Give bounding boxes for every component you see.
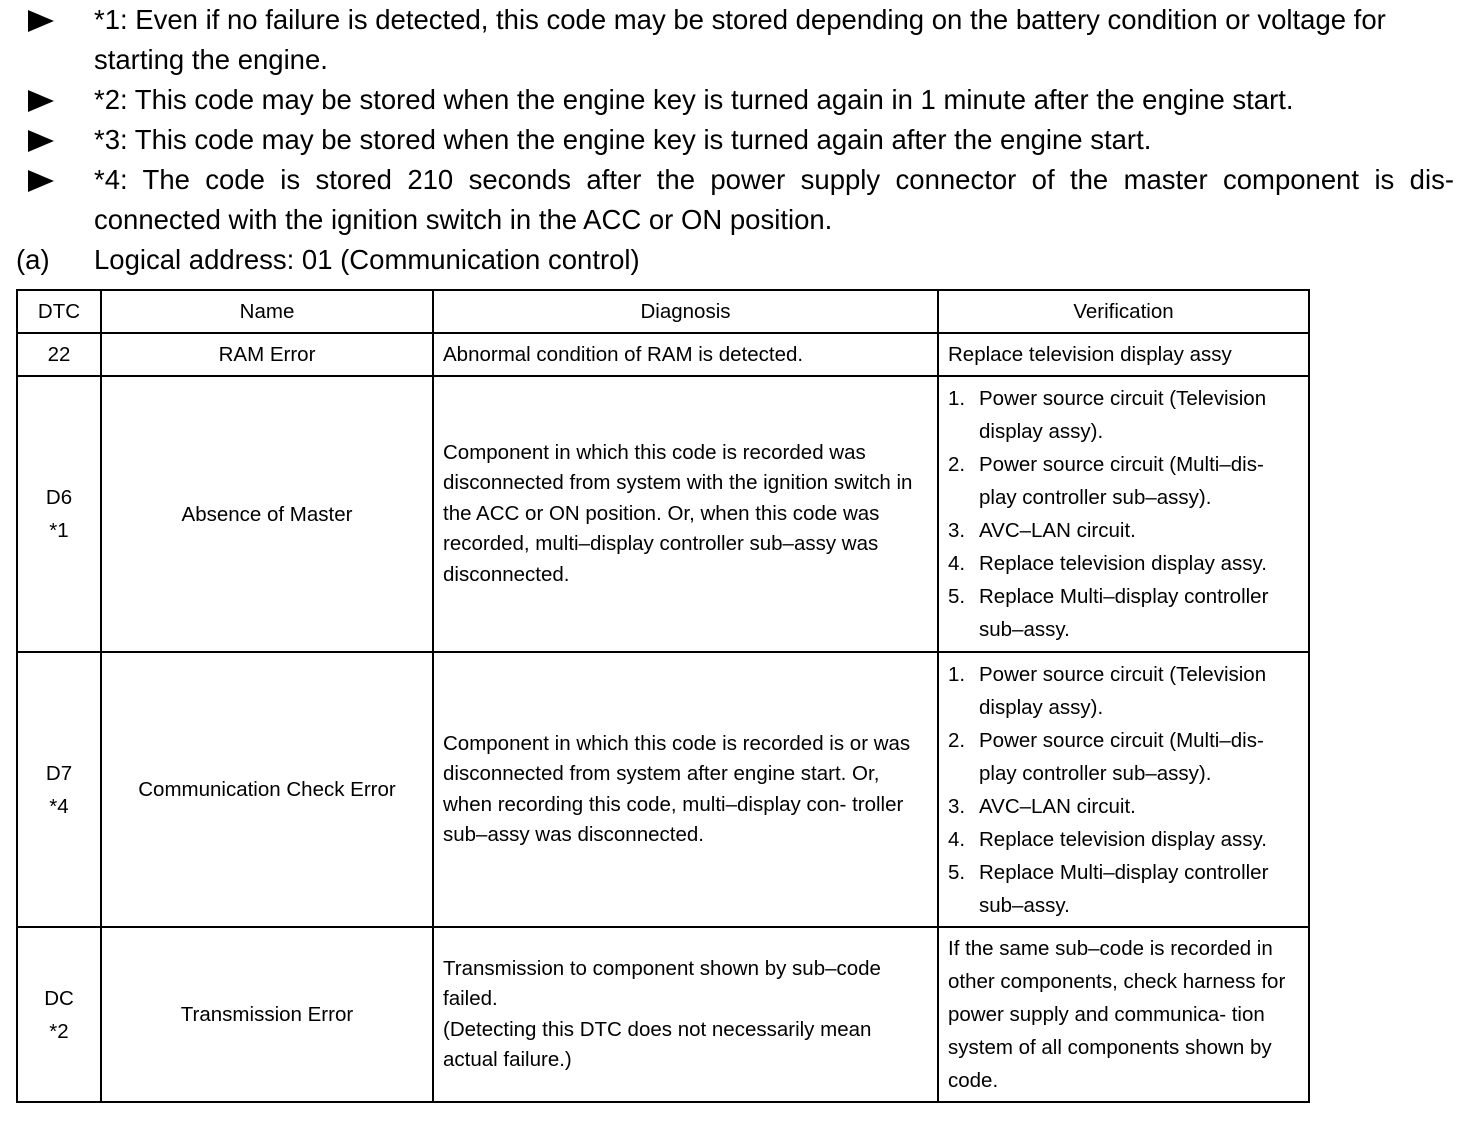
footnote-text: *4: The code is stored 210 seconds after the power supply connector of the master component is dis- connected with the ignition switch in the ACC or ON position. <box>94 164 1454 235</box>
list-item: 2. Power source circuit (Multi–dis- play controller sub–assy). <box>948 453 1264 509</box>
dtc-name: Communication Check Error <box>101 652 433 927</box>
dtc-diagnosis: Component in which this code is recorded was disconnected from system with the ignition switch in the ACC or ON position. Or, when this code was recorded, multi–display controller sub–assy was disconnected. <box>433 376 938 652</box>
list-item: 5. Replace Multi–display controller sub–assy. <box>948 585 1269 641</box>
list-item: 4. Replace television display assy. <box>948 827 1267 851</box>
dtc-table <box>16 289 1310 1103</box>
table-row <box>17 376 1309 652</box>
header-diagnosis: Diagnosis <box>433 290 938 333</box>
dtc-code-cell <box>17 376 101 652</box>
dtc-code: D6 <box>45 486 73 509</box>
footnote-text: *1: Even if no failure is detected, this code may be stored depending on the battery condition or voltage for starting the engine. <box>94 4 1386 75</box>
footnote-2 <box>0 80 1472 120</box>
dtc-diagnosis: Component in which this code is recorded is or was disconnected from system after engine start. Or, when recording this code, multi–display con- troller sub–assy was disconnected. <box>433 652 938 927</box>
dtc-name: RAM Error <box>101 333 433 376</box>
list-item: 1. Power source circuit (Television display assy). <box>948 387 1267 443</box>
dtc-code-cell <box>17 927 101 1102</box>
list-item: 1. Power source circuit (Television display assy). <box>948 662 1267 719</box>
dtc-name: Transmission Error <box>101 927 433 1102</box>
dtc-code: D7 <box>45 761 73 785</box>
table-row <box>17 927 1309 1102</box>
table-row <box>17 652 1309 927</box>
section-label: (a) <box>16 244 50 275</box>
dtc-code: 22 <box>17 333 101 376</box>
verification-list <box>948 382 1299 646</box>
footnote-text: *2: This code may be stored when the engine key is turned again in 1 minute after the engine start. <box>94 84 1294 115</box>
dtc-diagnosis: Transmission to component shown by sub–code failed. <box>443 956 881 1010</box>
header-name: Name <box>101 290 433 333</box>
dtc-code: DC <box>44 986 74 1010</box>
dtc-note: *2 <box>49 1019 69 1043</box>
footnote-4 <box>0 160 1472 240</box>
dtc-diagnosis: Abnormal condition of RAM is detected. <box>433 333 938 376</box>
footnote-text: *3: This code may be stored when the engine key is turned again after the engine start. <box>94 124 1152 155</box>
triangle-bullet-icon <box>28 130 54 152</box>
table-header-row <box>17 290 1309 333</box>
dtc-name: Absence of Master <box>101 376 433 652</box>
table-row <box>17 333 1309 376</box>
footnote-3 <box>0 120 1472 160</box>
dtc-verification <box>938 652 1309 927</box>
dtc-diagnosis-cell <box>433 927 938 1102</box>
triangle-bullet-icon <box>28 170 54 192</box>
dtc-verification: If the same sub–code is recorded in other components, check harness for power supply and communica- tion system of all components shown by code. <box>938 927 1309 1102</box>
verification-list <box>948 658 1299 922</box>
list-item: 3. AVC–LAN circuit. <box>948 519 1136 542</box>
document-body <box>0 0 1472 280</box>
header-dtc: DTC <box>17 290 101 333</box>
triangle-bullet-icon <box>28 10 54 32</box>
dtc-code-cell <box>17 652 101 927</box>
section-heading <box>0 240 1472 280</box>
list-item: 2. Power source circuit (Multi–dis- play controller sub–assy). <box>948 728 1264 785</box>
dtc-verification <box>938 376 1309 652</box>
dtc-verification: Replace television display assy <box>938 333 1309 376</box>
list-item: 3. AVC–LAN circuit. <box>948 794 1136 818</box>
header-verification: Verification <box>938 290 1309 333</box>
triangle-bullet-icon <box>28 90 54 112</box>
list-item: 5. Replace Multi–display controller sub–assy. <box>948 860 1269 917</box>
dtc-diagnosis-extra: (Detecting this DTC does not necessarily mean actual failure.) <box>443 1017 872 1071</box>
footnote-1 <box>0 0 1472 80</box>
dtc-note: *1 <box>49 519 69 542</box>
section-title: Logical address: 01 (Communication control) <box>94 244 640 275</box>
list-item: 4. Replace television display assy. <box>948 552 1267 575</box>
dtc-note: *4 <box>49 794 69 818</box>
